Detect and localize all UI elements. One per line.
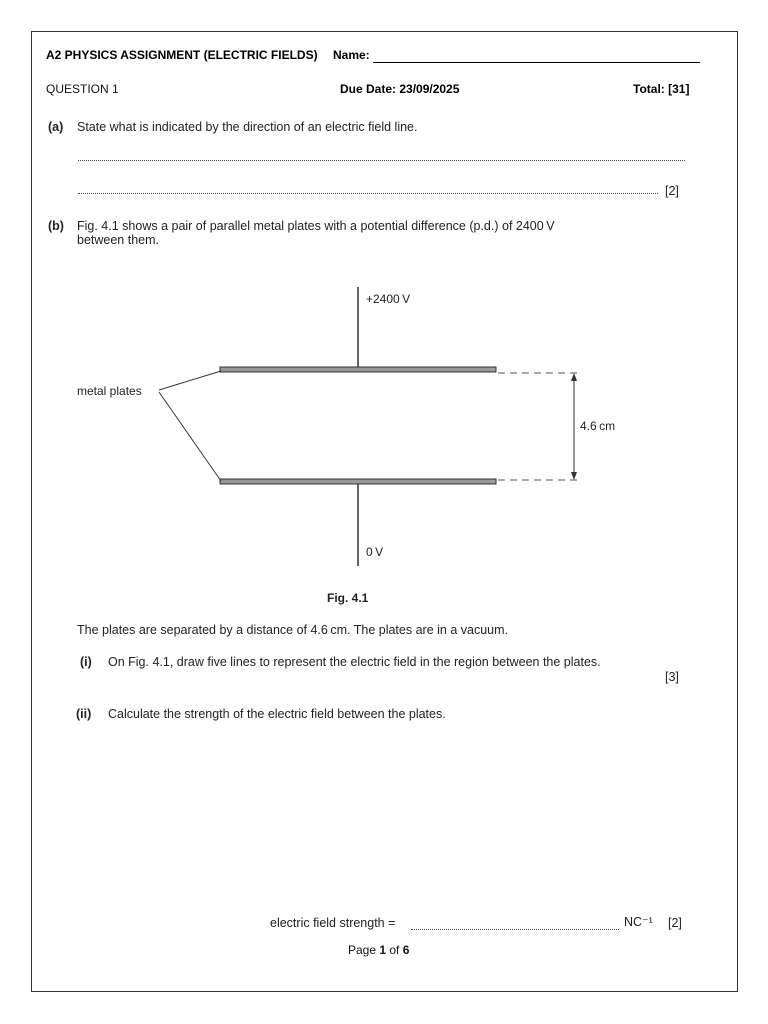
arrowhead-up bbox=[571, 373, 577, 381]
separation-label: 4.6 cm bbox=[580, 419, 616, 433]
assignment-title: A2 PHYSICS ASSIGNMENT (ELECTRIC FIELDS) bbox=[46, 48, 318, 62]
leader-line-bottom bbox=[159, 392, 221, 481]
part-ii-question: Calculate the strength of the electric field between the plates. bbox=[108, 707, 446, 721]
metal-plates-label: metal plates bbox=[77, 384, 142, 398]
part-i-label: (i) bbox=[80, 655, 92, 669]
part-a-marks: [2] bbox=[665, 184, 679, 198]
part-a-question: State what is indicated by the direction of an electric field line. bbox=[77, 120, 418, 134]
answer-line-field-strength[interactable] bbox=[411, 929, 619, 930]
part-b-text-line1: Fig. 4.1 shows a pair of parallel metal plates with a potential difference (p.d.) of 2400 V bbox=[77, 219, 555, 233]
bottom-metal-plate bbox=[220, 479, 496, 484]
part-i-marks: [3] bbox=[665, 670, 679, 684]
total-marks: Total: [31] bbox=[633, 82, 690, 96]
part-ii-marks: [2] bbox=[668, 916, 682, 930]
part-ii-label: (ii) bbox=[76, 707, 92, 721]
figure-caption: Fig. 4.1 bbox=[327, 591, 369, 605]
top-metal-plate bbox=[220, 367, 496, 372]
due-date: Due Date: 23/09/2025 bbox=[340, 82, 460, 96]
answer-unit: NC⁻¹ bbox=[624, 915, 653, 929]
arrowhead-down bbox=[571, 472, 577, 480]
leader-line-top bbox=[159, 371, 221, 390]
top-voltage-label: +2400 V bbox=[366, 292, 411, 306]
bottom-voltage-label: 0 V bbox=[366, 545, 384, 559]
plates-statement: The plates are separated by a distance of 4.6 cm. The plates are in a vacuum. bbox=[77, 623, 508, 637]
question-number: QUESTION 1 bbox=[46, 82, 119, 96]
part-a-label: (a) bbox=[48, 120, 64, 134]
part-b-text-line2: between them. bbox=[77, 233, 159, 247]
page-number: Page 1 of 6 bbox=[348, 943, 410, 957]
part-b-label: (b) bbox=[48, 219, 64, 233]
name-label: Name: bbox=[333, 48, 370, 62]
answer-label: electric field strength = bbox=[270, 916, 396, 930]
part-i-question: On Fig. 4.1, draw five lines to represent the electric field in the region between the plates. bbox=[108, 655, 601, 669]
